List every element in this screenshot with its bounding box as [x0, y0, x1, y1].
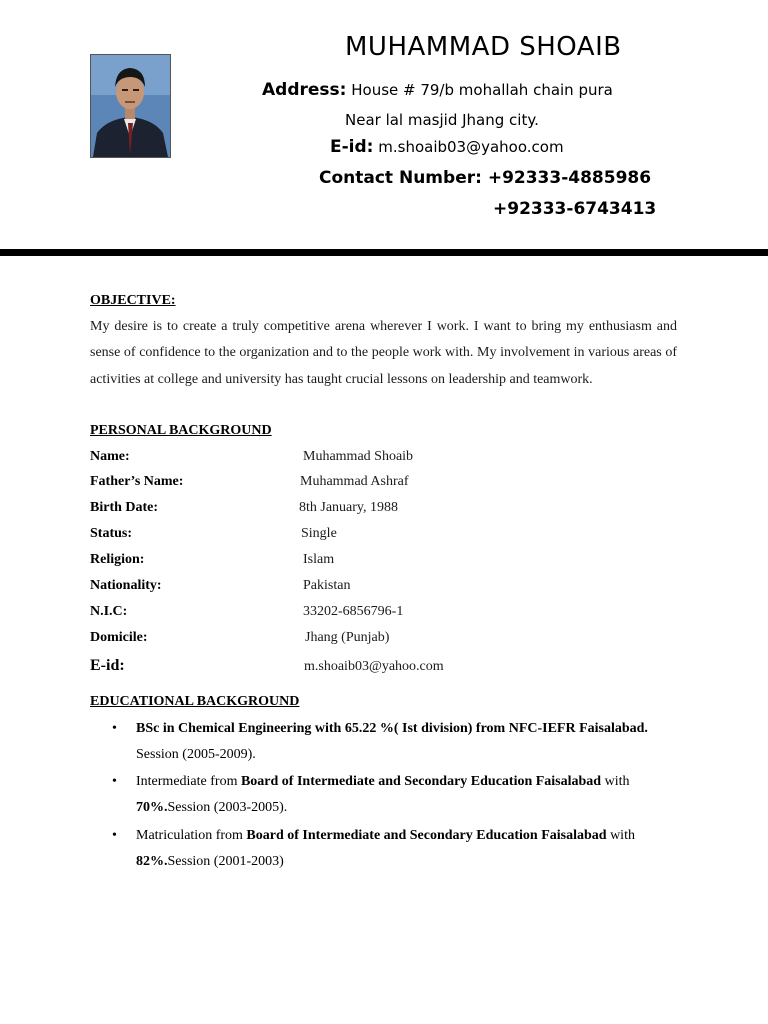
personal-row-nationality: [90, 578, 690, 598]
address-label: Address:: [262, 80, 347, 100]
education-bold-text: BSc in Chemical Engineering with 65.22 %( Ist division) from NFC-IEFR Faisalabad.: [136, 721, 648, 736]
educational-background-title: EDUCATIONAL BACKGROUND: [90, 694, 300, 709]
email-value: m.shoaib03@yahoo.com: [378, 138, 564, 156]
contact-number-2: +92333-6743413: [493, 199, 657, 219]
address-value: House # 79/b mohallah chain pura: [351, 81, 613, 99]
field-label: Nationality:: [90, 578, 162, 593]
personal-row-father-name: [90, 474, 690, 494]
personal-background-title: PERSONAL BACKGROUND: [90, 423, 272, 438]
education-text: Intermediate from: [136, 774, 241, 789]
field-value: Muhammad Shoaib: [303, 449, 414, 464]
education-bold-text: Board of Intermediate and Secondary Education Faisalabad: [240, 774, 602, 789]
education-text: Matriculation from: [136, 828, 247, 843]
field-label: Domicile:: [90, 630, 148, 645]
education-item-matriculation: [112, 823, 692, 876]
bullet-icon: •: [112, 774, 117, 789]
contact-number-1: +92333-4885986: [487, 168, 652, 188]
email-label: E-id:: [330, 137, 374, 157]
field-value: Jhang (Punjab): [305, 630, 390, 645]
contact-label: Contact Number:: [319, 168, 482, 188]
bullet-icon: •: [112, 721, 117, 736]
field-value: Pakistan: [303, 578, 351, 593]
field-label: Father’s Name:: [90, 474, 184, 489]
education-percent: 82%.: [136, 854, 168, 870]
field-label: N.I.C:: [90, 604, 128, 619]
personal-row-domicile: [90, 630, 690, 650]
address-line-1: [262, 80, 613, 100]
objective-text: My desire is to create a truly competitive arena wherever I work. I want to bring my enthusiasm and sense of confidence to the organization and to the people work with. My involvement in various areas of activities at college and university has taught crucial lessons on leadership and teamwork.: [90, 319, 677, 387]
contact-number-line: [319, 168, 651, 188]
personal-row-nic: [90, 604, 690, 624]
education-percent: 70%.: [136, 800, 168, 816]
education-item-intermediate: [112, 769, 692, 822]
objective-title: OBJECTIVE:: [90, 293, 176, 308]
education-bold-text: Board of Intermediate and Secondary Education Faisalabad: [246, 828, 607, 843]
education-session: Session (2003-2005).: [167, 800, 288, 816]
field-label: Status:: [90, 526, 133, 541]
field-value: 33202-6856796-1: [303, 604, 404, 619]
person-photo-icon: [91, 55, 170, 157]
field-value: Single: [301, 526, 337, 541]
field-label: Name:: [90, 449, 130, 464]
personal-row-religion: [90, 552, 690, 572]
profile-photo: [90, 54, 171, 158]
personal-row-birth-date: [90, 500, 690, 520]
education-text: with: [606, 828, 635, 843]
field-value: Islam: [303, 552, 335, 567]
field-label: E-id:: [90, 657, 125, 674]
field-label: Religion:: [90, 552, 145, 567]
education-text: Session (2005-2009).: [136, 747, 256, 763]
personal-row-email: [90, 657, 690, 677]
field-label: Birth Date:: [90, 500, 159, 515]
header-email: [330, 137, 564, 157]
field-value: 8th January, 1988: [299, 500, 399, 515]
personal-row-status: [90, 526, 690, 546]
personal-row-name: [90, 449, 690, 469]
address-line-2: Near lal masjid Jhang city.: [345, 111, 539, 129]
education-text: with: [601, 774, 630, 789]
field-value: Muhammad Ashraf: [300, 474, 409, 489]
bullet-icon: •: [112, 828, 117, 843]
resume-name: MUHAMMAD SHOAIB: [345, 32, 622, 62]
education-session: Session (2001-2003): [167, 854, 284, 870]
header-divider: [0, 249, 768, 256]
field-value: m.shoaib03@yahoo.com: [304, 659, 444, 674]
education-item-bsc: [112, 716, 692, 769]
